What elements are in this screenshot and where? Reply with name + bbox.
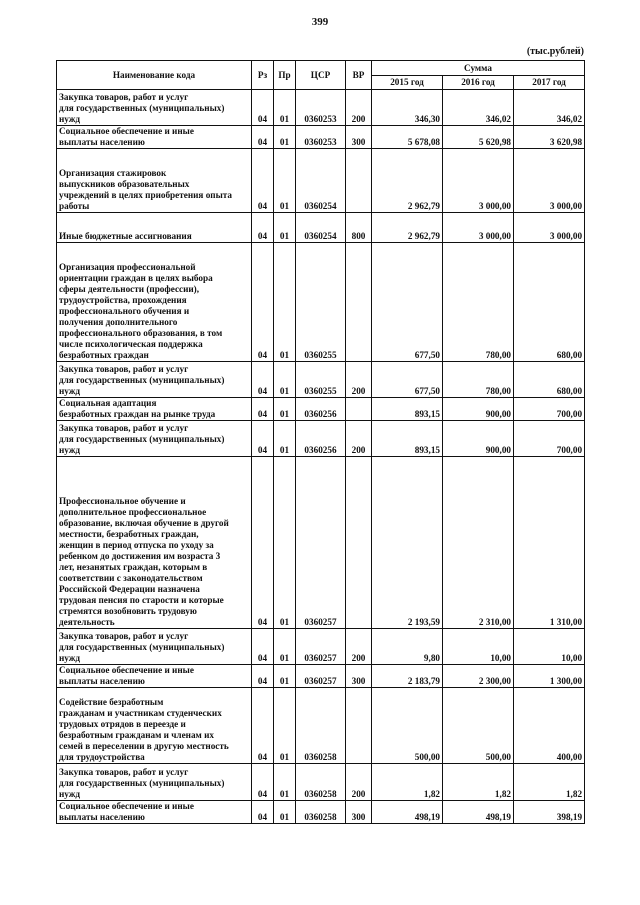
row-name: Закупка товаров, работ и услуг для государственных (муниципальных) нужд: [57, 421, 252, 457]
row-amount-2017: 346,02: [514, 90, 585, 126]
row-pr: 01: [274, 243, 296, 362]
table-row: [57, 665, 585, 688]
row-pr: 01: [274, 149, 296, 213]
row-amount-2017: 680,00: [514, 362, 585, 398]
row-pr: 01: [274, 457, 296, 629]
row-name: Закупка товаров, работ и услуг для государственных (муниципальных) нужд: [57, 764, 252, 801]
row-amount-2015: 2 962,79: [372, 213, 443, 243]
header-csr: ЦСР: [296, 61, 346, 90]
row-vr: 200: [346, 421, 372, 457]
row-amount-2015: 893,15: [372, 398, 443, 421]
row-rz: 04: [252, 801, 274, 824]
header-year-2016: 2016 год: [443, 76, 514, 90]
row-name: Содействие безработным гражданам и участникам студенческих трудовых отрядов в переезде и безработным гражданам и членам их семей в переселении в другую местность для трудоустройства: [57, 688, 252, 764]
header-row: [57, 61, 585, 76]
row-amount-2015: 5 678,08: [372, 126, 443, 149]
table-row: [57, 90, 585, 126]
row-rz: 04: [252, 629, 274, 665]
row-csr: 0360254: [296, 149, 346, 213]
row-pr: 01: [274, 688, 296, 764]
table-row: [57, 398, 585, 421]
row-pr: 01: [274, 665, 296, 688]
row-csr: 0360254: [296, 213, 346, 243]
table-row: [57, 764, 585, 801]
row-amount-2017: 398,19: [514, 801, 585, 824]
row-amount-2016: 2 300,00: [443, 665, 514, 688]
row-amount-2015: 2 962,79: [372, 149, 443, 213]
row-amount-2016: 3 000,00: [443, 149, 514, 213]
row-csr: 0360258: [296, 801, 346, 824]
row-amount-2016: 780,00: [443, 243, 514, 362]
row-vr: 200: [346, 362, 372, 398]
header-vr: ВР: [346, 61, 372, 90]
row-amount-2015: 346,30: [372, 90, 443, 126]
row-pr: 01: [274, 629, 296, 665]
row-amount-2015: 677,50: [372, 362, 443, 398]
row-name: Социальное обеспечение и иные выплаты населению: [57, 665, 252, 688]
row-amount-2017: 400,00: [514, 688, 585, 764]
row-amount-2017: 3 620,98: [514, 126, 585, 149]
row-vr: 300: [346, 801, 372, 824]
row-name: Социальное обеспечение и иные выплаты населению: [57, 801, 252, 824]
row-name: Организация профессиональной ориентации граждан в целях выбора сферы деятельности (профессии), трудоустройства, прохождения профессионального обучения и получения дополнительного профессионального образования, в том числе психологическая поддержка безработных граждан: [57, 243, 252, 362]
row-amount-2016: 498,19: [443, 801, 514, 824]
row-amount-2017: 1,82: [514, 764, 585, 801]
table-row: [57, 421, 585, 457]
page-number: 399: [311, 16, 329, 28]
header-sum: Сумма: [372, 61, 585, 76]
row-name: Социальное обеспечение и иные выплаты населению: [57, 126, 252, 149]
row-name: Профессиональное обучение и дополнительное профессиональное образование, включая обучение в другой местности, безработных граждан, женщин в период отпуска по уходу за ребенком до достижения им возраста 3 лет, незанятых граждан, которым в соответствии с законодательством Российской Федерации назначена трудовая пенсия по старости и которые стремятся возобновить трудовую деятельность: [57, 457, 252, 629]
row-rz: 04: [252, 665, 274, 688]
row-vr: 200: [346, 629, 372, 665]
row-csr: 0360255: [296, 362, 346, 398]
row-amount-2016: 3 000,00: [443, 213, 514, 243]
table-row: [57, 457, 585, 629]
row-name: Закупка товаров, работ и услуг для государственных (муниципальных) нужд: [57, 362, 252, 398]
row-amount-2017: 10,00: [514, 629, 585, 665]
row-name: Организация стажировок выпускников образовательных учреждений в целях приобретения опыта работы: [57, 149, 252, 213]
row-vr: 300: [346, 126, 372, 149]
row-pr: 01: [274, 764, 296, 801]
row-rz: 04: [252, 243, 274, 362]
row-name: Закупка товаров, работ и услуг для государственных (муниципальных) нужд: [57, 629, 252, 665]
row-amount-2015: 677,50: [372, 243, 443, 362]
row-name: Иные бюджетные ассигнования: [57, 213, 252, 243]
header-pr: Пр: [274, 61, 296, 90]
row-csr: 0360257: [296, 665, 346, 688]
row-amount-2016: 5 620,98: [443, 126, 514, 149]
row-pr: 01: [274, 398, 296, 421]
row-pr: 01: [274, 126, 296, 149]
row-vr: [346, 149, 372, 213]
row-name: Закупка товаров, работ и услуг для государственных (муниципальных) нужд: [57, 90, 252, 126]
row-vr: 200: [346, 90, 372, 126]
row-csr: 0360258: [296, 764, 346, 801]
row-amount-2016: 900,00: [443, 398, 514, 421]
row-amount-2015: 2 183,79: [372, 665, 443, 688]
row-amount-2016: 10,00: [443, 629, 514, 665]
row-csr: 0360253: [296, 90, 346, 126]
row-amount-2015: 9,80: [372, 629, 443, 665]
row-amount-2015: 500,00: [372, 688, 443, 764]
row-rz: 04: [252, 398, 274, 421]
row-amount-2015: 893,15: [372, 421, 443, 457]
row-amount-2016: 780,00: [443, 362, 514, 398]
units-label: (тыс.рублей): [526, 46, 584, 57]
header-year-2017: 2017 год: [514, 76, 585, 90]
row-vr: [346, 688, 372, 764]
row-amount-2016: 500,00: [443, 688, 514, 764]
row-vr: [346, 457, 372, 629]
table-row: [57, 149, 585, 213]
row-amount-2017: 3 000,00: [514, 149, 585, 213]
row-rz: 04: [252, 688, 274, 764]
row-pr: 01: [274, 421, 296, 457]
row-pr: 01: [274, 801, 296, 824]
row-amount-2016: 2 310,00: [443, 457, 514, 629]
row-vr: [346, 243, 372, 362]
row-rz: 04: [252, 764, 274, 801]
header-name: Наименование кода: [57, 61, 252, 90]
table-body: [57, 90, 585, 824]
row-amount-2017: 1 310,00: [514, 457, 585, 629]
header-year-2015: 2015 год: [372, 76, 443, 90]
row-amount-2017: 700,00: [514, 398, 585, 421]
row-vr: 800: [346, 213, 372, 243]
table-row: [57, 362, 585, 398]
row-amount-2015: 498,19: [372, 801, 443, 824]
row-amount-2017: 3 000,00: [514, 213, 585, 243]
row-csr: 0360253: [296, 126, 346, 149]
table-row: [57, 243, 585, 362]
row-csr: 0360256: [296, 421, 346, 457]
row-vr: 200: [346, 764, 372, 801]
row-name: Социальная адаптация безработных граждан на рынке труда: [57, 398, 252, 421]
budget-table: [56, 60, 585, 824]
table-row: [57, 629, 585, 665]
row-csr: 0360257: [296, 457, 346, 629]
row-rz: 04: [252, 421, 274, 457]
row-csr: 0360257: [296, 629, 346, 665]
row-amount-2016: 1,82: [443, 764, 514, 801]
row-amount-2016: 346,02: [443, 90, 514, 126]
row-amount-2015: 2 193,59: [372, 457, 443, 629]
row-amount-2017: 1 300,00: [514, 665, 585, 688]
row-rz: 04: [252, 457, 274, 629]
row-rz: 04: [252, 362, 274, 398]
row-csr: 0360255: [296, 243, 346, 362]
row-vr: [346, 398, 372, 421]
row-rz: 04: [252, 126, 274, 149]
row-vr: 300: [346, 665, 372, 688]
row-csr: 0360258: [296, 688, 346, 764]
row-rz: 04: [252, 149, 274, 213]
table-row: [57, 801, 585, 824]
table-row: [57, 213, 585, 243]
row-rz: 04: [252, 90, 274, 126]
row-amount-2016: 900,00: [443, 421, 514, 457]
table-row: [57, 126, 585, 149]
row-amount-2017: 700,00: [514, 421, 585, 457]
row-pr: 01: [274, 362, 296, 398]
row-amount-2017: 680,00: [514, 243, 585, 362]
row-csr: 0360256: [296, 398, 346, 421]
row-amount-2015: 1,82: [372, 764, 443, 801]
row-rz: 04: [252, 213, 274, 243]
row-pr: 01: [274, 213, 296, 243]
row-pr: 01: [274, 90, 296, 126]
table-row: [57, 688, 585, 764]
header-rz: Рз: [252, 61, 274, 90]
